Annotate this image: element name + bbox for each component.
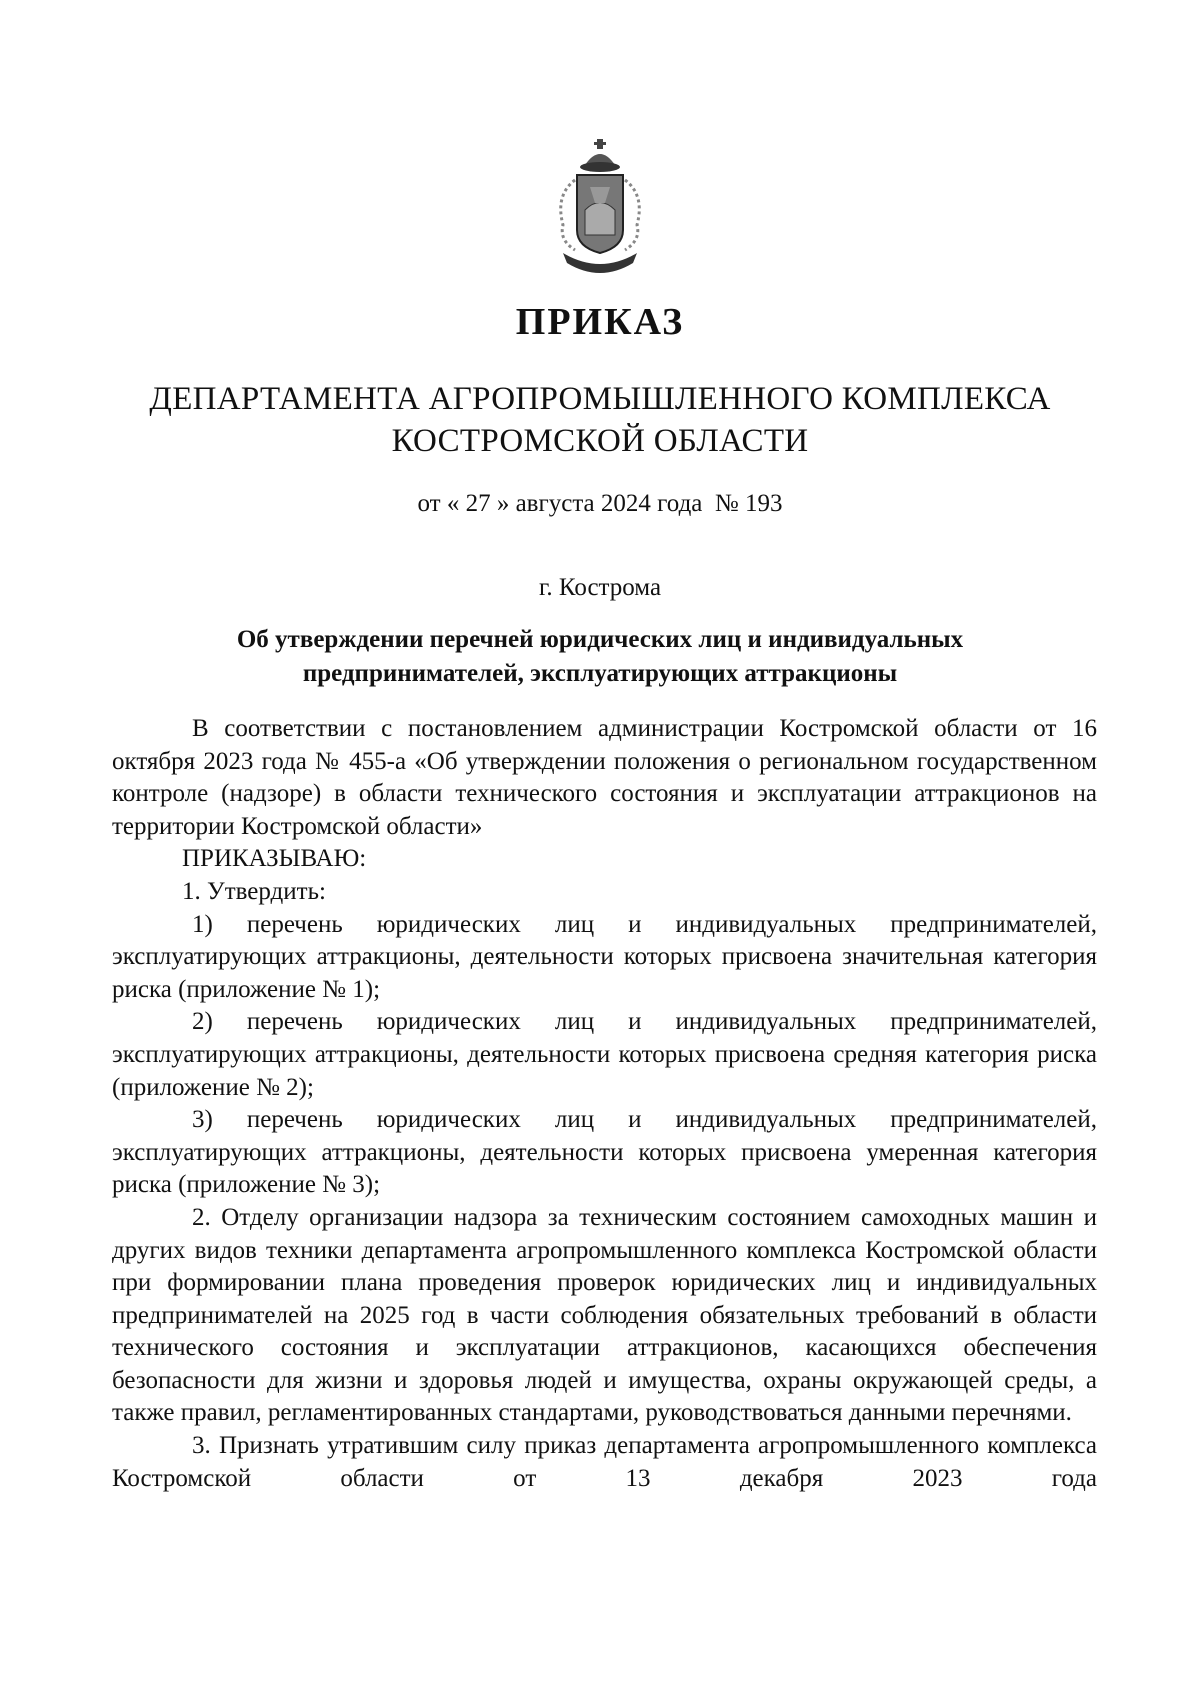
department-line-2: КОСТРОМСКОЙ ОБЛАСТИ: [391, 423, 809, 459]
item-1: 1. Утвердить:: [182, 877, 326, 905]
order-city: г. Кострома: [538, 574, 662, 601]
order-date-number: от « 27 » августа 2024 года № 193: [417, 490, 783, 517]
subject-line-1: Об утверждении перечней юридических лиц и индивидуальных: [236, 626, 964, 653]
department-line-1: ДЕПАРТАМЕНТА АГРОПРОМЫШЛЕННОГО КОМПЛЕКСА: [149, 381, 1051, 417]
order-word: ПРИКАЗЫВАЮ:: [182, 845, 367, 873]
order-subject: [0, 623, 1200, 691]
item-1-2: 2) перечень юридических лиц и индивидуальных предпринимателей, эксплуатирующих аттракционы, деятельности которых присвоена средняя категория риска (приложение № 2);: [112, 1008, 1097, 1101]
preamble-paragraph: В соответствии с постановлением администрации Костромской области от 16 октября 2023 года № 455-а «Об утверждении положения о региональном государственном контроле (надзоре) в области технического состояния и эксплуатации аттракционов на территории Костромской области»: [112, 715, 1097, 840]
order-body: [112, 713, 1097, 1495]
item-3: 3. Признать утратившим силу приказ департамента агропромышленного комплекса Костромской области от 13 декабря 2023 года: [112, 1432, 1097, 1492]
department-name: [0, 378, 1200, 462]
item-1-1: 1) перечень юридических лиц и индивидуальных предпринимателей, эксплуатирующих аттракционы, деятельности которых присвоена значительная категория риска (приложение № 1);: [112, 910, 1097, 1003]
item-1-3: 3) перечень юридических лиц и индивидуальных предпринимателей, эксплуатирующих аттракционы, деятельности которых присвоена умеренная категория риска (приложение № 3);: [112, 1106, 1097, 1199]
coat-of-arms-icon: [545, 135, 655, 285]
item-2: 2. Отделу организации надзора за техническим состоянием самоходных машин и других видов техники департамента агропромышленного комплекса Костромской области при формировании плана проведения проверок юридических лиц и индивидуальных предпринимателей на 2025 год в части соблюдения обязательных требований в области технического состояния и эксплуатации аттракционов, касающихся обеспечения безопасности для жизни и здоровья людей и имущества, охраны окружающей среды, а также правил, регламентированных стандартами, руководствоваться данными перечнями.: [112, 1203, 1097, 1427]
subject-line-2: предпринимателей, эксплуатирующих аттракционы: [302, 660, 898, 687]
document-title: ПРИКАЗ: [515, 301, 685, 343]
